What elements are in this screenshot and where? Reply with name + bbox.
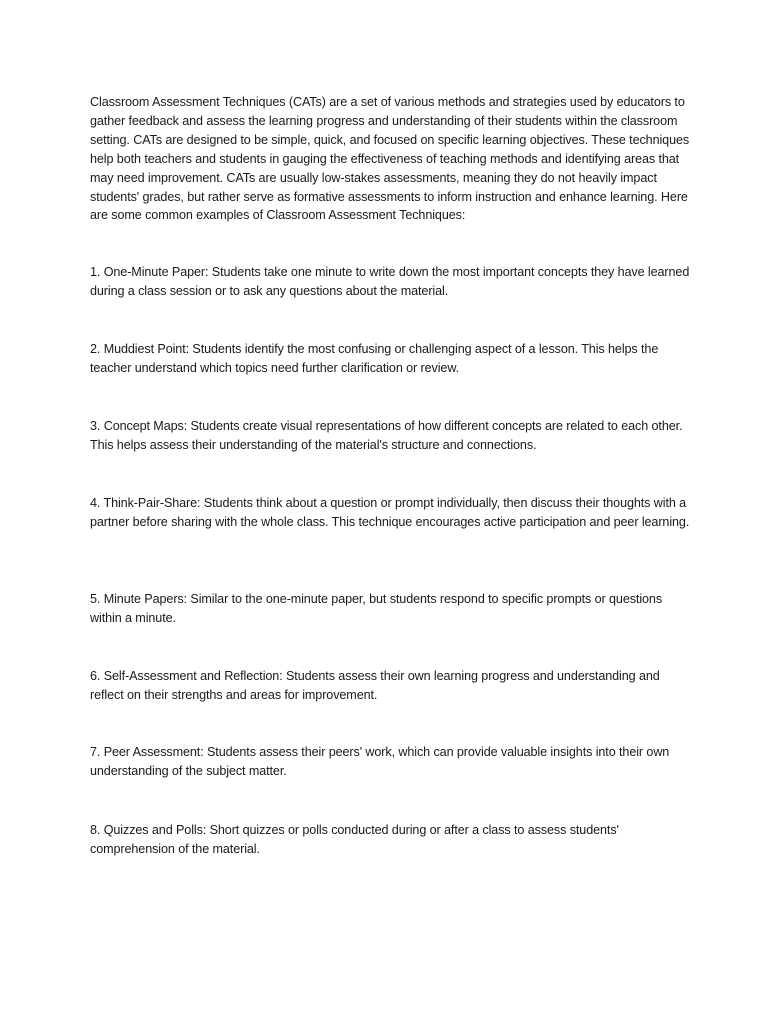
list-item: 5. Minute Papers: Similar to the one-minute paper, but students respond to specific prompts or questions within a minute. [90,592,663,625]
list-item: 8. Quizzes and Polls: Short quizzes or polls conducted during or after a class to assess students' comprehension of the material. [90,823,619,856]
list-item: 4. Think-Pair-Share: Students think about a question or prompt individually, then discuss their thoughts with a partner before sharing with the whole class. This technique encourages active participation and peer learning. [90,496,690,529]
list-item: 2. Muddiest Point: Students identify the most confusing or challenging aspect of a lesson. This helps the teacher understand which topics need further clarification or review. [90,342,659,375]
list-item: 1. One-Minute Paper: Students take one minute to write down the most important concepts they have learned during a class session or to ask any questions about the material. [90,265,690,298]
intro-paragraph: Classroom Assessment Techniques (CATs) are a set of various methods and strategies used by educators to gather feedback and assess the learning progress and understanding of their students within the classroom setting. CATs are designed to be simple, quick, and focused on specific learning objectives. These techniques help both teachers and students in gauging the effectiveness of teaching methods and identifying areas that may need improvement. CATs are usually low-stakes assessments, meaning they do not heavily impact students' grades, but rather serve as formative assessments to inform instruction and enhance learning. Here are some common examples of Classroom Assessment Techniques: [90,95,690,223]
list-item: 6. Self-Assessment and Reflection: Students assess their own learning progress and understanding and reflect on their strengths and areas for improvement. [90,669,660,702]
list-item: 7. Peer Assessment: Students assess their peers' work, which can provide valuable insights into their own understanding of the subject matter. [90,745,670,778]
list-item: 3. Concept Maps: Students create visual representations of how different concepts are related to each other. This helps assess their understanding of the material's structure and connections. [90,419,683,452]
